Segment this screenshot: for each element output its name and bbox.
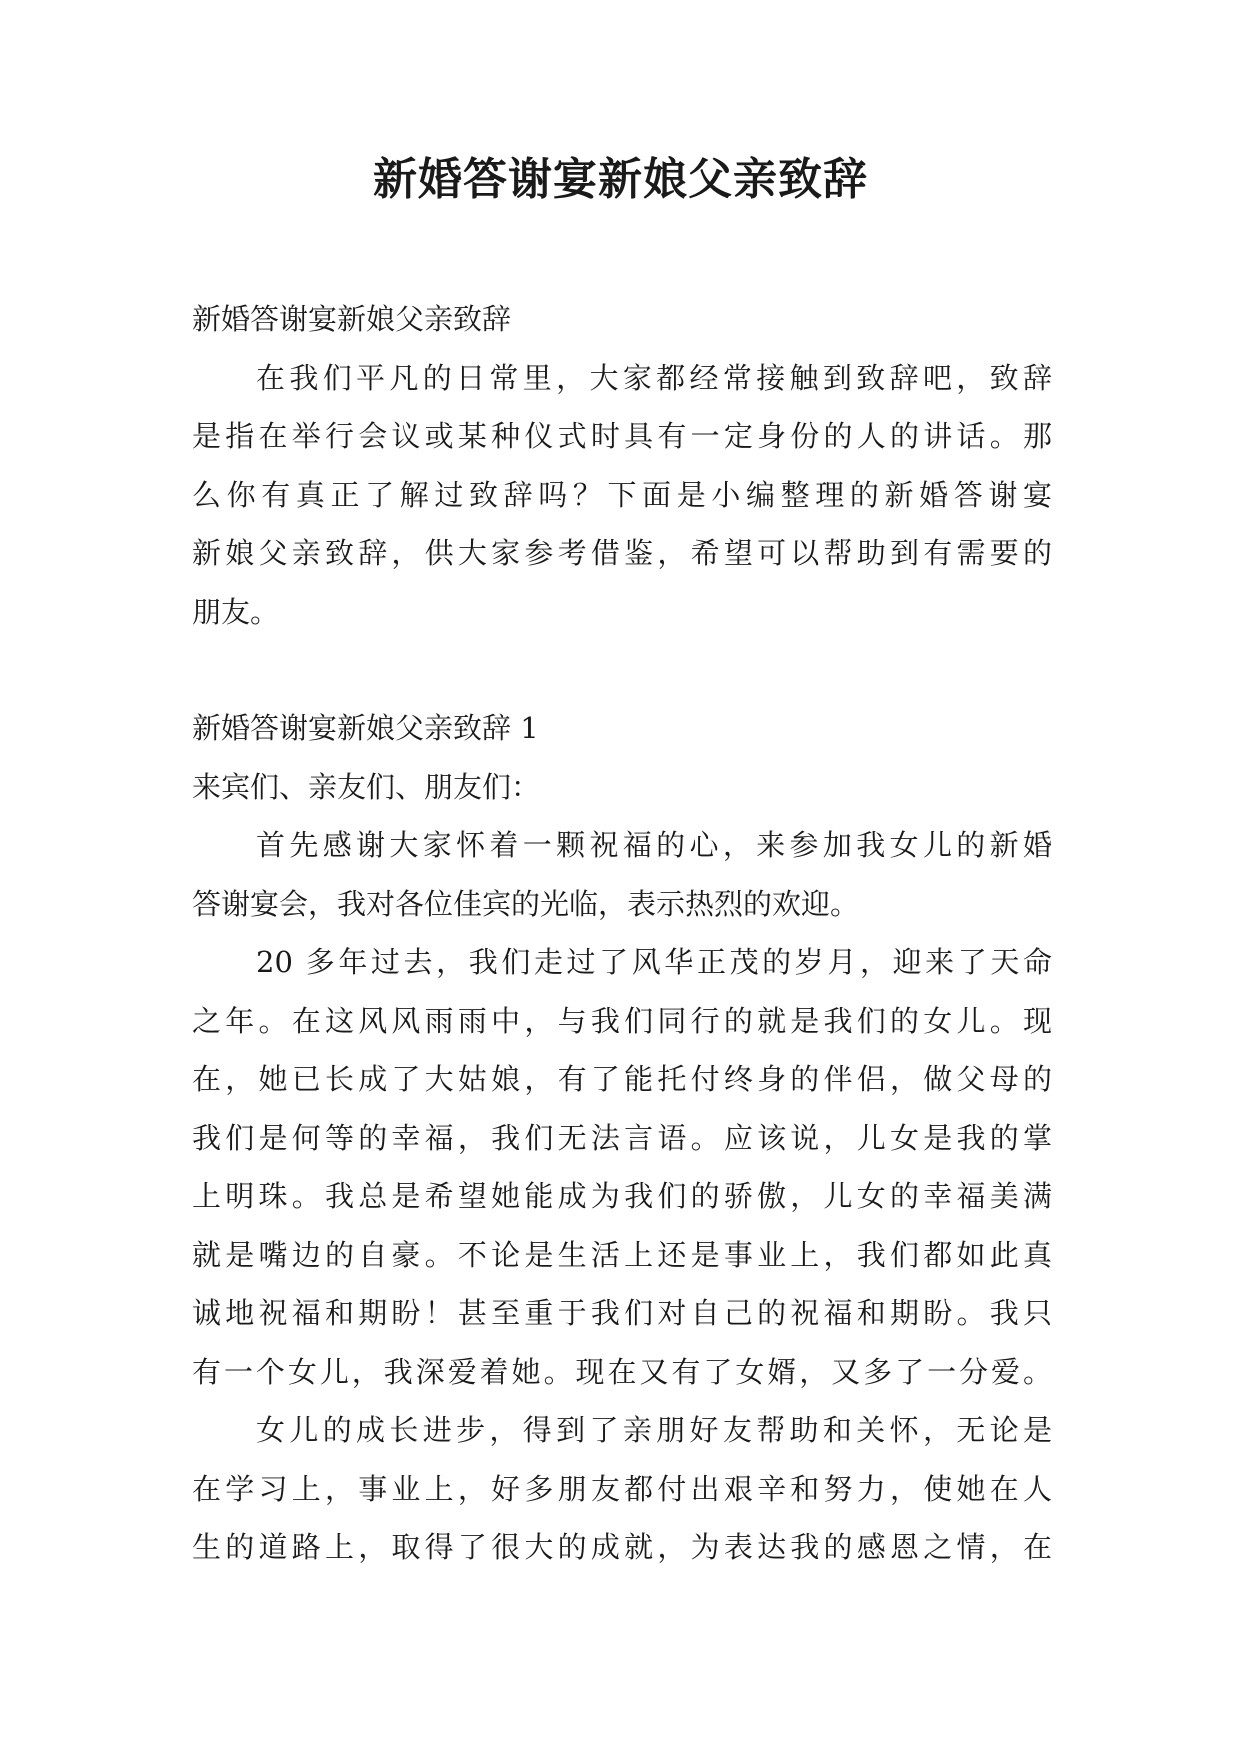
section-heading: 新婚答谢宴新娘父亲致辞 1	[192, 711, 539, 745]
salutation: 来宾们、亲友们、朋友们：	[192, 769, 541, 804]
document-title: 新婚答谢宴新娘父亲致辞	[373, 154, 868, 205]
paragraph-line: 上明珠。我总是希望她能成为我们的骄傲，儿女的幸福美满	[192, 1179, 1052, 1213]
intro-line: 是指在举行会议或某种仪式时具有一定身份的人的讲话。那	[192, 419, 1052, 453]
paragraph-line: 有一个女儿，我深爱着她。现在又有了女婿，又多了一分爱。	[192, 1354, 1052, 1389]
intro-line: 新娘父亲致辞，供大家参考借鉴，希望可以帮助到有需要的	[192, 536, 1052, 570]
paragraph-gap	[192, 641, 1052, 699]
paragraph-line: 生的道路上，取得了很大的成就，为表达我的感恩之情，在	[192, 1530, 1052, 1564]
paragraph-line: 在学习上，事业上，好多朋友都付出艰辛和努力，使她在人	[192, 1471, 1052, 1506]
intro-line: 朋友。	[192, 594, 280, 629]
paragraph-line: 之年。在这风风雨雨中，与我们同行的就是我们的女儿。现	[192, 1003, 1052, 1038]
paragraph-line: 诚地祝福和期盼！甚至重于我们对自己的祝福和期盼。我只	[192, 1296, 1052, 1330]
paragraph-line: 女儿的成长进步，得到了亲朋好友帮助和关怀，无论是	[256, 1413, 1052, 1447]
paragraph-line: 答谢宴会，我对各位佳宾的光临，表示热烈的欢迎。	[192, 886, 860, 921]
paragraph-line: 我们是何等的幸福，我们无法言语。应该说，儿女是我的掌	[192, 1120, 1052, 1155]
intro-line: 在我们平凡的日常里，大家都经常接触到致辞吧，致辞	[256, 360, 1052, 395]
subtitle: 新婚答谢宴新娘父亲致辞	[192, 302, 512, 336]
paragraph-line: 就是嘴边的自豪。不论是生活上还是事业上，我们都如此真	[192, 1237, 1052, 1272]
intro-line: 么你有真正了解过致辞吗？下面是小编整理的新婚答谢宴	[192, 477, 1052, 512]
paragraph-line: 在，她已长成了大姑娘，有了能托付终身的伴侣，做父母的	[192, 1062, 1052, 1096]
paragraph-line: 20 多年过去，我们走过了风华正茂的岁月，迎来了天命	[256, 945, 1052, 979]
paragraph-line: 首先感谢大家怀着一颗祝福的心，来参加我女儿的新婚	[256, 828, 1052, 862]
document-body	[192, 290, 1052, 1577]
